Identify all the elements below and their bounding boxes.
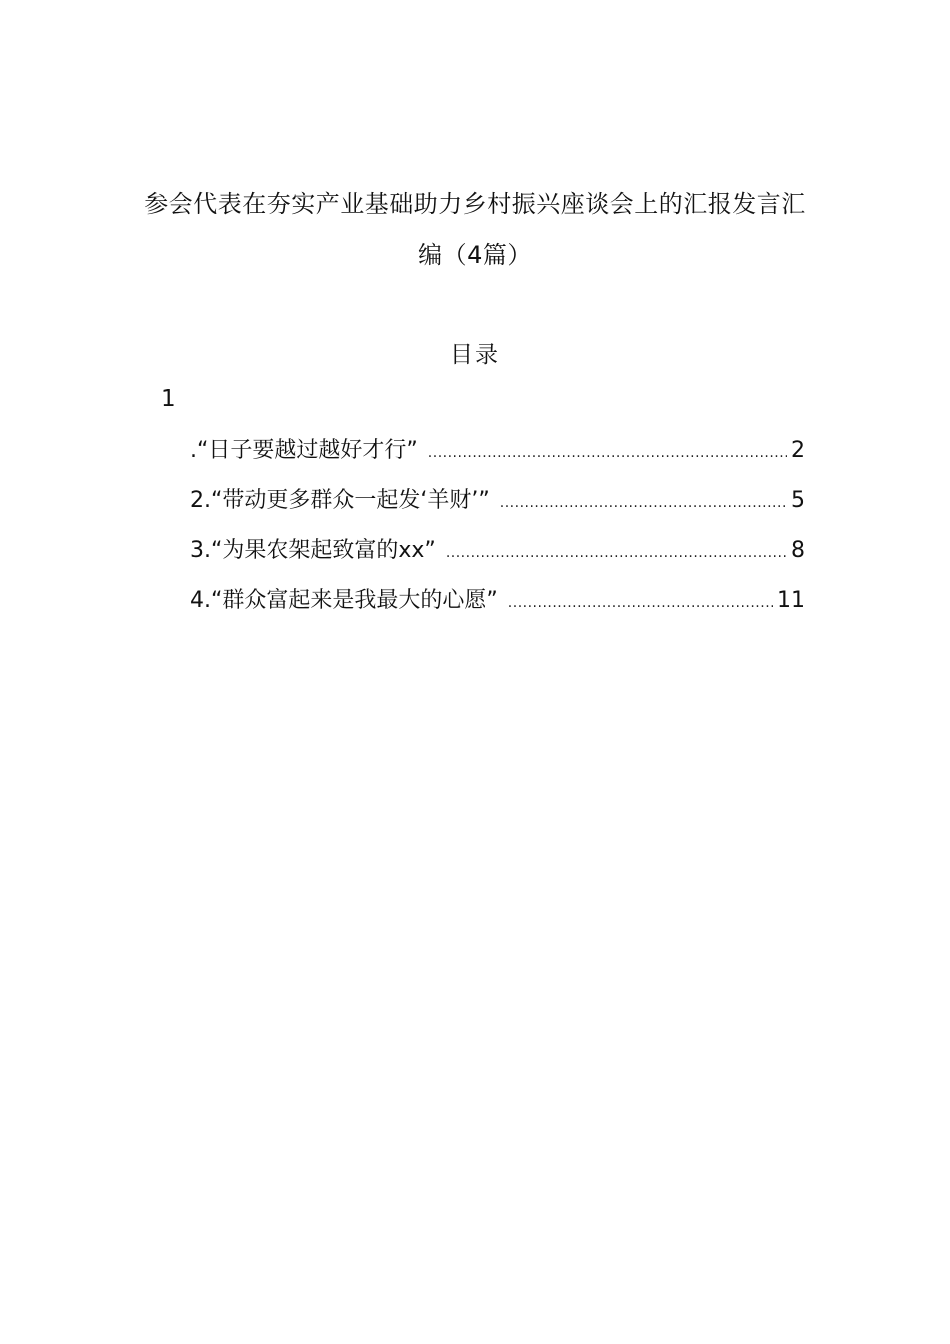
toc-entry-label: .“日子要越过越好才行” [190, 438, 418, 463]
toc-dot-leader [446, 545, 787, 561]
toc-number: 1 [161, 386, 176, 412]
toc-dot-leader [508, 595, 773, 611]
toc-page-number: 5 [791, 488, 805, 513]
toc-entry-1[interactable] [190, 433, 805, 463]
toc-entry-label: 4.“群众富起来是我最大的心愿” [190, 588, 498, 613]
toc-page-number: 11 [777, 588, 805, 613]
toc-dot-leader [428, 445, 787, 461]
toc-heading: 目录 [450, 342, 500, 368]
toc-dot-leader [500, 495, 787, 511]
toc-entry-4[interactable] [190, 583, 805, 613]
toc-entry-label: 3.“为果农架起致富的xx” [190, 538, 436, 563]
toc-entry-2[interactable] [190, 483, 805, 513]
document-title-line-1: 参会代表在夯实产业基础助力乡村振兴座谈会上的汇报发言汇 [144, 190, 806, 218]
toc-page-number: 8 [791, 538, 805, 563]
toc-entry-label: 2.“带动更多群众一起发‘羊财’” [190, 488, 490, 513]
toc-entry-3[interactable] [190, 533, 805, 563]
document-title-line-2: 编（4篇） [418, 241, 532, 269]
toc-page-number: 2 [791, 438, 805, 463]
